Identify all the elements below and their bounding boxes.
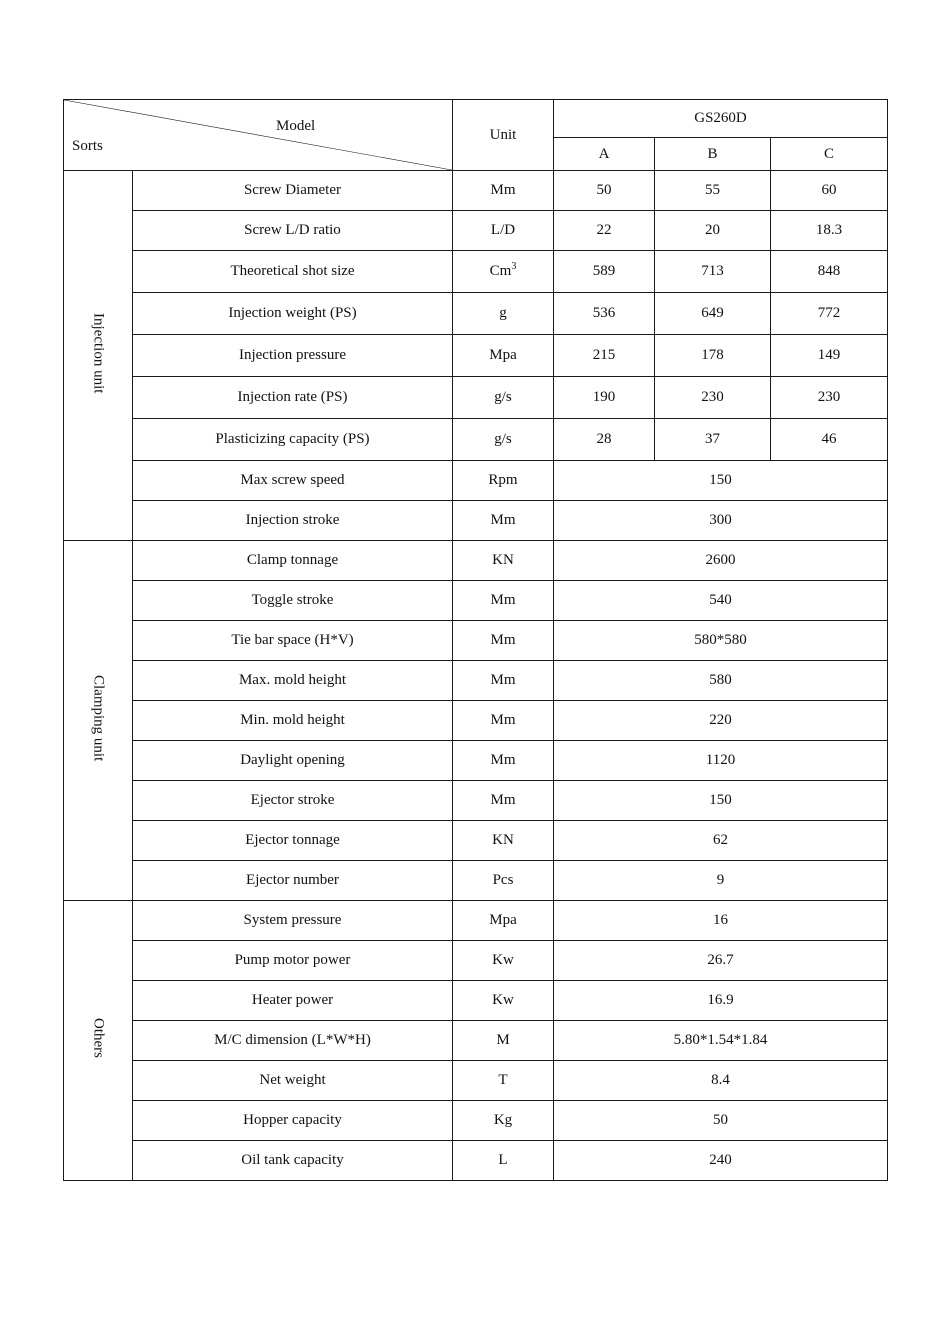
parameter-cell: Net weight: [133, 1061, 453, 1101]
table-row: [64, 621, 888, 661]
unit-cell: [453, 335, 554, 377]
unit-text: Mm: [490, 752, 516, 769]
diagonal-divider: [64, 100, 452, 170]
value-cell: 37: [655, 419, 771, 461]
value-cell: 300: [554, 501, 888, 541]
unit-cell: [453, 251, 554, 293]
value-cell: 230: [655, 377, 771, 419]
unit-cell: [453, 621, 554, 661]
machine-header: GS260D: [554, 100, 888, 138]
table-row: [64, 377, 888, 419]
parameter-cell: Hopper capacity: [133, 1101, 453, 1141]
unit-cell: [453, 1061, 554, 1101]
table-row: [64, 419, 888, 461]
unit-cell: [453, 171, 554, 211]
parameter-cell: Tie bar space (H*V): [133, 621, 453, 661]
parameter-cell: System pressure: [133, 901, 453, 941]
value-cell: 178: [655, 335, 771, 377]
table-row: [64, 701, 888, 741]
unit-text: Rpm: [488, 472, 518, 489]
unit-cell: [453, 377, 554, 419]
unit-text: Kw: [492, 952, 514, 969]
unit-cell: [453, 461, 554, 501]
sorts-label: Sorts: [72, 138, 103, 154]
table-row: [64, 901, 888, 941]
unit-cell: [453, 541, 554, 581]
parameter-cell: Screw L/D ratio: [133, 211, 453, 251]
value-cell: 230: [771, 377, 888, 419]
value-cell: 16.9: [554, 981, 888, 1021]
unit-text: Mm: [490, 512, 516, 529]
value-cell: 150: [554, 781, 888, 821]
unit-text: g/s: [494, 431, 512, 448]
unit-text: M: [496, 1032, 510, 1049]
unit-text: L: [498, 1152, 508, 1169]
value-cell: 240: [554, 1141, 888, 1181]
unit-text: Kg: [493, 1112, 513, 1129]
table-row: [64, 581, 888, 621]
parameter-cell: Injection pressure: [133, 335, 453, 377]
table-row: [64, 941, 888, 981]
value-cell: 848: [771, 251, 888, 293]
value-cell: 2600: [554, 541, 888, 581]
value-cell: 5.80*1.54*1.84: [554, 1021, 888, 1061]
unit-text: Cm: [489, 263, 512, 280]
unit-cell: [453, 419, 554, 461]
value-cell: 150: [554, 461, 888, 501]
variant-a-header: A: [554, 138, 655, 171]
unit-text: Mm: [490, 712, 516, 729]
unit-text: KN: [492, 832, 514, 849]
table-row: [64, 293, 888, 335]
unit-text: g: [499, 305, 507, 322]
parameter-cell: Plasticizing capacity (PS): [133, 419, 453, 461]
unit-cell: [453, 661, 554, 701]
value-cell: 26.7: [554, 941, 888, 981]
table-row: [64, 211, 888, 251]
unit-header: Unit: [453, 100, 554, 171]
unit-text: Mm: [490, 632, 516, 649]
value-cell: 28: [554, 419, 655, 461]
unit-text: Kw: [492, 992, 514, 1009]
parameter-cell: Ejector stroke: [133, 781, 453, 821]
unit-text: Mpa: [489, 912, 517, 929]
value-cell: 46: [771, 419, 888, 461]
model-sorts-header: [64, 100, 453, 171]
value-cell: 60: [771, 171, 888, 211]
unit-cell: [453, 821, 554, 861]
value-cell: 713: [655, 251, 771, 293]
value-cell: 215: [554, 335, 655, 377]
value-cell: 50: [554, 171, 655, 211]
unit-cell: [453, 211, 554, 251]
value-cell: 190: [554, 377, 655, 419]
table-row: [64, 1141, 888, 1181]
value-cell: 580: [554, 661, 888, 701]
unit-cell: [453, 981, 554, 1021]
value-cell: 540: [554, 581, 888, 621]
model-label: Model: [276, 118, 316, 134]
parameter-cell: Daylight opening: [133, 741, 453, 781]
table-row: [64, 861, 888, 901]
parameter-cell: Toggle stroke: [133, 581, 453, 621]
parameter-cell: Min. mold height: [133, 701, 453, 741]
parameter-cell: Ejector number: [133, 861, 453, 901]
value-cell: 220: [554, 701, 888, 741]
unit-text: Mpa: [489, 347, 517, 364]
header-row-1: [64, 100, 888, 138]
table-row: [64, 981, 888, 1021]
unit-cell: [453, 941, 554, 981]
parameter-cell: Injection weight (PS): [133, 293, 453, 335]
value-cell: 50: [554, 1101, 888, 1141]
unit-cell: [453, 581, 554, 621]
unit-cell: [453, 1101, 554, 1141]
parameter-cell: Theoretical shot size: [133, 251, 453, 293]
value-cell: 772: [771, 293, 888, 335]
table-row: [64, 821, 888, 861]
value-cell: 22: [554, 211, 655, 251]
value-cell: 62: [554, 821, 888, 861]
unit-text: Mm: [490, 672, 516, 689]
unit-text: g/s: [494, 389, 512, 406]
parameter-cell: Ejector tonnage: [133, 821, 453, 861]
parameter-cell: Injection rate (PS): [133, 377, 453, 419]
unit-cell: [453, 501, 554, 541]
table-row: [64, 461, 888, 501]
unit-text: Mm: [490, 182, 516, 199]
unit-cell: [453, 293, 554, 335]
section-label-cell: [64, 171, 133, 541]
parameter-cell: Max. mold height: [133, 661, 453, 701]
unit-cell: [453, 1021, 554, 1061]
section-label: Others: [90, 1018, 107, 1059]
table-row: [64, 1061, 888, 1101]
value-cell: 20: [655, 211, 771, 251]
value-cell: 649: [655, 293, 771, 335]
value-cell: 18.3: [771, 211, 888, 251]
unit-superscript: 3: [511, 261, 517, 273]
table-row: [64, 741, 888, 781]
unit-cell: [453, 741, 554, 781]
value-cell: 589: [554, 251, 655, 293]
value-cell: 536: [554, 293, 655, 335]
table-row: [64, 1101, 888, 1141]
parameter-cell: Heater power: [133, 981, 453, 1021]
section-label: Clamping unit: [90, 675, 107, 762]
unit-cell: [453, 901, 554, 941]
table-row: [64, 335, 888, 377]
value-cell: 9: [554, 861, 888, 901]
section-label-cell: [64, 541, 133, 901]
parameter-cell: Injection stroke: [133, 501, 453, 541]
unit-text: T: [498, 1072, 508, 1089]
parameter-cell: Max screw speed: [133, 461, 453, 501]
variant-c-header: C: [771, 138, 888, 171]
parameter-cell: Clamp tonnage: [133, 541, 453, 581]
value-cell: 8.4: [554, 1061, 888, 1101]
value-cell: 1120: [554, 741, 888, 781]
unit-cell: [453, 781, 554, 821]
unit-text: Mm: [490, 592, 516, 609]
spec-table: [63, 99, 888, 1181]
table-row: [64, 541, 888, 581]
parameter-cell: Pump motor power: [133, 941, 453, 981]
section-label-cell: [64, 901, 133, 1181]
parameter-cell: Screw Diameter: [133, 171, 453, 211]
unit-text: KN: [492, 552, 514, 569]
unit-cell: [453, 701, 554, 741]
parameter-cell: Oil tank capacity: [133, 1141, 453, 1181]
value-cell: 16: [554, 901, 888, 941]
table-row: [64, 1021, 888, 1061]
parameter-cell: M/C dimension (L*W*H): [133, 1021, 453, 1061]
variant-b-header: B: [655, 138, 771, 171]
table-row: [64, 251, 888, 293]
table-row: [64, 171, 888, 211]
value-cell: 580*580: [554, 621, 888, 661]
unit-text: L/D: [490, 222, 516, 239]
unit-cell: [453, 861, 554, 901]
value-cell: 55: [655, 171, 771, 211]
table-row: [64, 781, 888, 821]
unit-text: Mm: [490, 792, 516, 809]
section-label: Injection unit: [90, 313, 107, 394]
table-row: [64, 661, 888, 701]
table-row: [64, 501, 888, 541]
value-cell: 149: [771, 335, 888, 377]
unit-cell: [453, 1141, 554, 1181]
unit-text: Pcs: [492, 872, 514, 889]
